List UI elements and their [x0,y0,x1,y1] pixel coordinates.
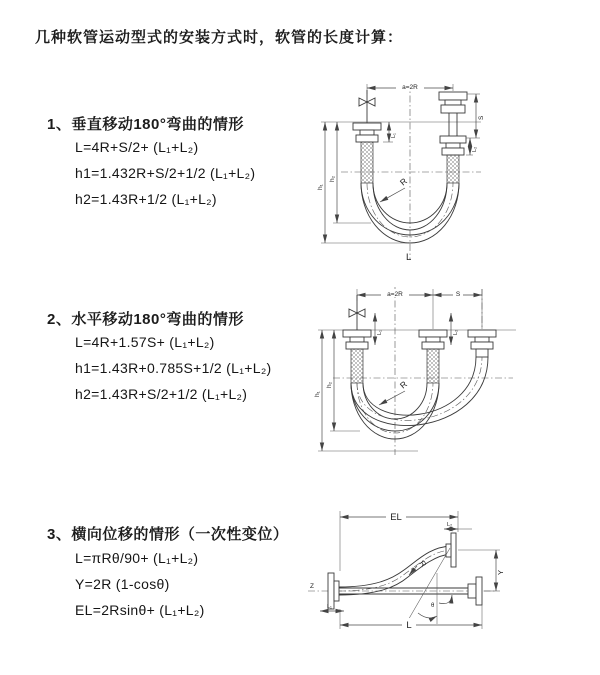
dim-label-h1: h₁ [317,184,324,190]
diagram-vertical-u-bend [313,78,598,268]
braided-section-left [361,142,373,183]
section-2-heading: 2、水平移动180°弯曲的情形 [47,311,244,328]
left-flange [353,123,381,183]
valve-icon [359,90,375,123]
dim-label-R: R [397,378,409,391]
braided-section-right [447,155,459,183]
formula-EL-3: EL=2Rsinθ+ (L₁+L₂) [75,602,205,618]
valve-icon [349,295,365,330]
dim-label-S: S [478,115,485,120]
dimension-S [466,94,485,138]
diagram-lateral-offset [300,503,600,675]
dim-label-L1: L₁ [391,133,397,138]
dim-label-L: L [406,252,412,263]
dim-label-h2: h₂ [326,381,333,388]
dim-label-EL: EL [390,512,402,523]
right-flange [468,330,496,357]
section-1-heading: 1、垂直移动180°弯曲的情形 [47,116,244,133]
braided-section-middle [427,349,439,383]
dimension-EL [340,509,458,571]
dim-label-a2R: a=2R [387,291,403,298]
dim-label-R: R [397,175,409,188]
right-flange [439,92,467,183]
dim-label-L1: L₁ [327,604,332,610]
axis-label-Z: Z [310,583,314,590]
formula-L-2: L=4R+1.57S+ (L₁+L₂) [75,334,215,350]
dimension-L2 [466,138,478,155]
formula-h1-2: h1=1.43R+0.785S+1/2 (L₁+L₂) [75,360,272,376]
diagram-horizontal-u-bend [308,283,600,465]
formula-L-1: L=4R+S/2+ (L₁+L₂) [75,139,199,155]
dim-label-L2: L₂ [472,146,478,152]
upper-flange [446,533,456,567]
dim-label-h2: h₂ [329,175,336,182]
dimension-L1 [383,122,397,142]
hose-arcs-position-2 [351,357,488,426]
section-2-formulas [75,329,272,407]
formula-Y-3: Y=2R (1-cosθ) [75,576,170,592]
dim-label-Y: Y [496,569,505,575]
formula-L-3: L=πRθ/90+ (L₁+L₂) [75,550,199,566]
dim-label-R: R [417,558,429,569]
radius-leader [380,176,409,202]
dim-label-a2R: a=2R [402,84,418,91]
dim-label-L: L [406,620,412,631]
dim-label-L2: L₂ [447,522,453,528]
dimension-L1 [375,313,383,345]
section-1-formulas [75,134,255,212]
dimension-L [340,605,482,631]
dim-label-theta: θ [431,603,435,609]
page-title: 几种软管运动型式的安装方式时，软管的长度计算： [35,29,404,46]
dim-label-h1: h₁ [314,391,321,397]
left-flange [343,330,371,383]
dim-label-L1: L₁ [377,330,383,335]
formula-h1-1: h1=1.432R+S/2+1/2 (L₁+L₂) [75,165,256,181]
radius-leader [379,379,409,405]
section-3-heading: 3、横向位移的情形（一次性变位） [47,526,289,543]
dimension-L2 [451,313,459,345]
radius-construction [407,548,452,624]
formula-h2-2: h2=1.43R+S/2+1/2 (L₁+L₂) [75,386,248,402]
dim-label-S: S [455,291,461,298]
middle-flange [419,330,447,383]
braided-section-left [351,349,363,383]
section-3-formulas [75,545,205,623]
dimension-S [433,289,482,298]
dim-label-L2: L₂ [453,329,459,335]
formula-h2-1: h2=1.43R+1/2 (L₁+L₂) [75,191,217,207]
